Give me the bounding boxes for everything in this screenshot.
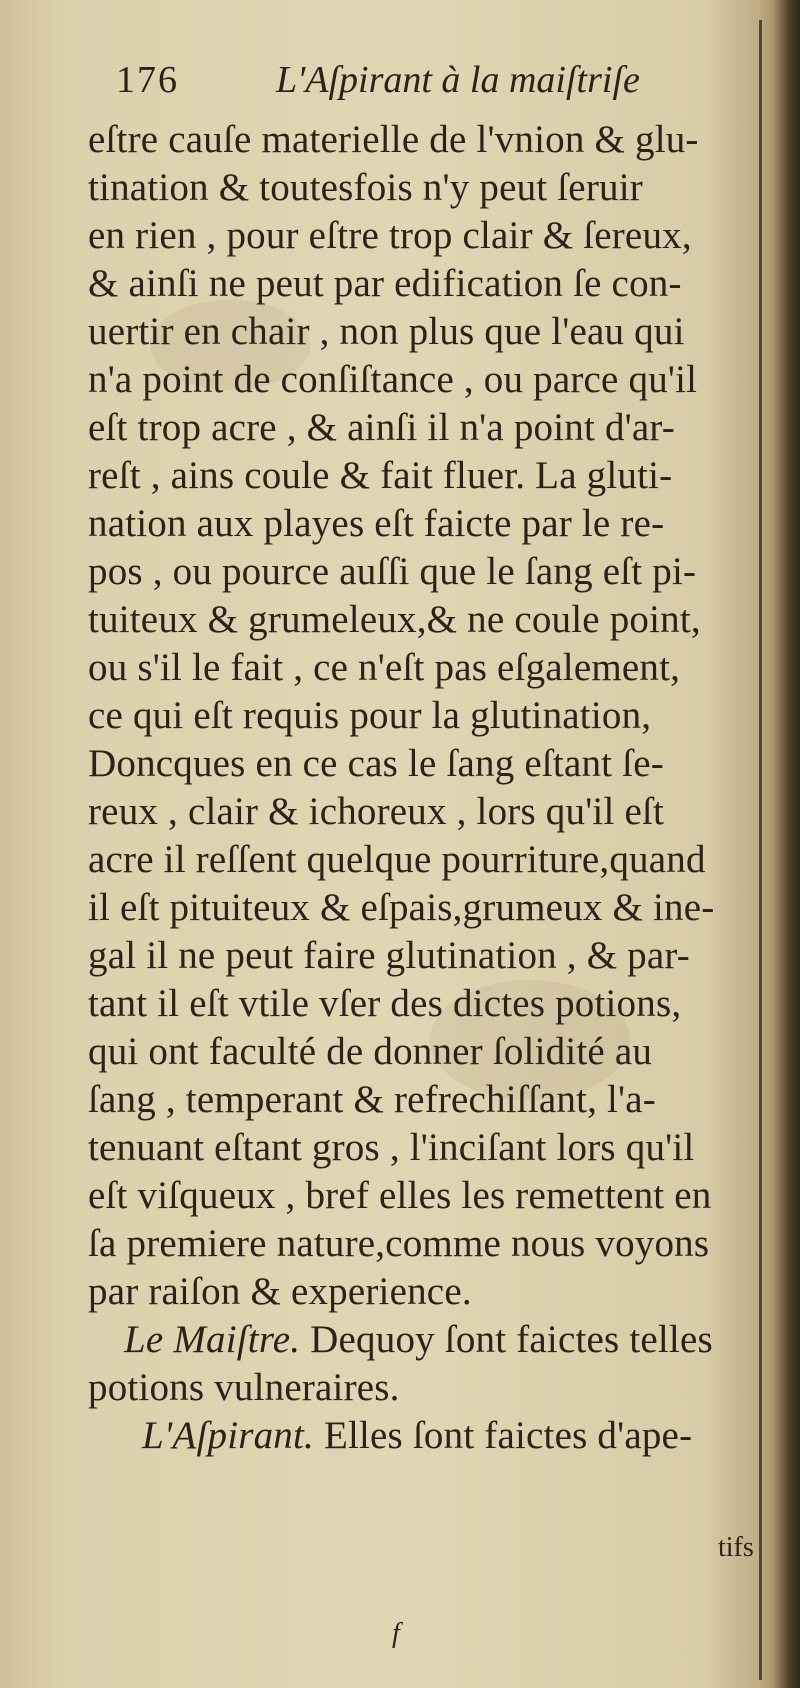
- text-line: par raiſon & experience.: [88, 1270, 472, 1313]
- text-line: qui ont faculté de donner ſolidité au: [88, 1030, 653, 1073]
- binding-shadow-line: [759, 20, 762, 1680]
- page-header: [116, 58, 716, 114]
- text-line: acre il reſſent quelque pourriture,quand: [88, 838, 706, 881]
- text-line: eſt viſqueux , bref elles les remettent en: [88, 1174, 712, 1217]
- catchword: tifs: [718, 1532, 754, 1563]
- text-line: tenuant eſtant gros , l'inciſant lors qu'il: [88, 1126, 695, 1169]
- dialogue-line: [88, 1364, 756, 1412]
- dialogue-line: [88, 1316, 756, 1364]
- text-line: reſt , ains coule & fait fluer. La gluti-: [88, 454, 673, 497]
- speaker-label: Le Maiſtre.: [124, 1318, 301, 1361]
- dialogue-text: potions vulneraires.: [88, 1366, 400, 1409]
- dialogue-text: Elles ſont faictes d'ape-: [314, 1414, 693, 1457]
- main-text: [88, 116, 756, 1460]
- text-line: nation aux playes eſt faicte par le re-: [88, 502, 665, 545]
- text-line: tuiteux & grumeleux,& ne coule point,: [88, 598, 701, 641]
- text-line: gal il ne peut faire glutination , & par-: [88, 934, 690, 977]
- dialogue-line: [88, 1412, 756, 1460]
- text-line: ce qui eſt requis pour la glutination,: [88, 694, 652, 737]
- text-line: en rien , pour eſtre trop clair & ſereux,: [88, 214, 692, 257]
- text-line: eſtre cauſe materielle de l'vnion & glu-: [88, 118, 699, 161]
- text-line: tination & toutesfois n'y peut ſeruir: [88, 166, 643, 209]
- text-line: reux , clair & ichoreux , lors qu'il eſt: [88, 790, 665, 833]
- dialogue-text: Dequoy ſont faictes telles: [300, 1318, 713, 1361]
- text-line: tant il eſt vtile vſer des dictes potions,: [88, 982, 682, 1025]
- running-title: L'Aſpirant à la maiſtriſe: [276, 59, 640, 101]
- text-line: n'a point de conſiſtance , ou parce qu'il: [88, 358, 698, 401]
- text-line: eſt trop acre , & ainſi il n'a point d'ar-: [88, 406, 675, 449]
- page-edge: [758, 0, 800, 1688]
- text-line: ſang , temperant & refrechiſſant, l'a-: [88, 1078, 656, 1121]
- text-line: il eſt pituiteux & eſpais,grumeux & ine-: [88, 886, 715, 929]
- text-line: ou s'il le fait , ce n'eſt pas eſgalement,: [88, 646, 681, 689]
- text-line: & ainſi ne peut par edification ſe con-: [88, 262, 682, 305]
- speaker-label: L'Aſpirant.: [142, 1414, 314, 1457]
- text-line: Doncques en ce cas le ſang eſtant ſe-: [88, 742, 664, 785]
- text-line: pos , ou pource auſſi que le ſang eſt pi-: [88, 550, 697, 593]
- text-line: uertir en chair , non plus que l'eau qui: [88, 310, 685, 353]
- text-line: ſa premiere nature,comme nous voyons: [88, 1222, 710, 1265]
- page-number: 176: [116, 59, 179, 101]
- signature-mark: f: [392, 1618, 400, 1649]
